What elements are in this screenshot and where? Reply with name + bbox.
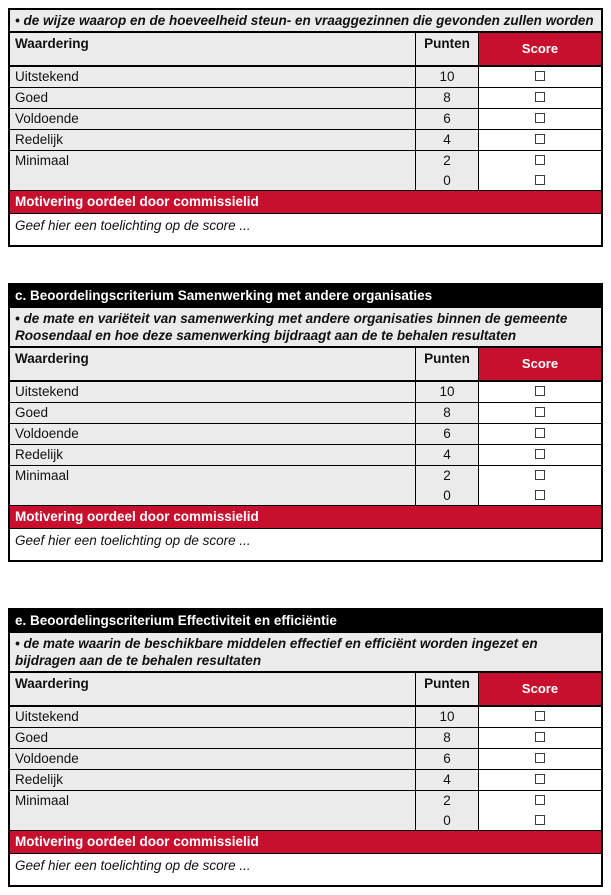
score-checkbox[interactable] <box>535 113 545 123</box>
score-cell <box>478 109 601 129</box>
rating-label: Uitstekend <box>10 67 415 87</box>
score-cell <box>478 151 601 190</box>
score-checkbox[interactable] <box>535 175 545 185</box>
score-cell <box>478 67 601 87</box>
criterion-description: • de mate en variëteit van samenwerking met andere organisaties binnen de gemeente Roosendaal en hoe deze samenwerking bijdraagt aan de te behalen resultaten <box>10 308 601 348</box>
motivering-header: Motivering oordeel door commissielid <box>10 506 601 529</box>
rating-row-uitstekend <box>10 67 601 88</box>
score-cell <box>478 88 601 108</box>
rating-points-value: 2 <box>443 468 451 483</box>
rating-label: Minimaal <box>10 151 415 190</box>
rating-row-minimaal <box>10 791 601 831</box>
score-cell <box>478 770 601 790</box>
table-header-row <box>10 348 601 382</box>
rating-points: 6 <box>415 749 478 769</box>
score-cell <box>478 791 601 830</box>
rating-label: Redelijk <box>10 770 415 790</box>
rating-label: Goed <box>10 88 415 108</box>
rating-row-redelijk <box>10 445 601 466</box>
motivering-header: Motivering oordeel door commissielid <box>10 191 601 214</box>
rating-points-value: 0 <box>443 488 451 503</box>
rating-label: Redelijk <box>10 445 415 465</box>
criterion-table-3 <box>8 608 603 887</box>
score-checkbox[interactable] <box>535 407 545 417</box>
rating-label: Voldoende <box>10 109 415 129</box>
rating-row-redelijk <box>10 770 601 791</box>
rating-points-value: 0 <box>443 173 451 188</box>
score-checkbox[interactable] <box>535 815 545 825</box>
rating-points-value: 2 <box>443 793 451 808</box>
score-checkbox[interactable] <box>535 795 545 805</box>
rating-points: 10 <box>415 707 478 727</box>
rating-points-value: 2 <box>443 153 451 168</box>
criterion-table-2 <box>8 283 603 562</box>
rating-points: 4 <box>415 770 478 790</box>
column-header-punten: Punten <box>415 673 478 705</box>
score-checkbox[interactable] <box>535 470 545 480</box>
score-checkbox-line <box>479 466 601 486</box>
column-header-score: Score <box>478 33 601 65</box>
rating-points <box>415 151 478 190</box>
score-checkbox[interactable] <box>535 92 545 102</box>
rating-label: Redelijk <box>10 130 415 150</box>
rating-row-voldoende <box>10 424 601 445</box>
score-cell <box>478 707 601 727</box>
criterion-description: • de wijze waarop en de hoeveelheid steun- en vraaggezinnen die gevonden zullen worden <box>10 10 601 33</box>
score-checkbox[interactable] <box>535 449 545 459</box>
score-checkbox-line <box>479 486 601 506</box>
rating-row-voldoende <box>10 109 601 130</box>
score-checkbox[interactable] <box>535 428 545 438</box>
score-checkbox-line <box>479 811 601 831</box>
column-header-punten: Punten <box>415 33 478 65</box>
rating-row-voldoende <box>10 749 601 770</box>
rating-points <box>415 466 478 505</box>
table-header-row <box>10 673 601 707</box>
score-cell <box>478 130 601 150</box>
criterion-title-bar: e. Beoordelingscriterium Effectiviteit en efficiëntie <box>10 610 601 633</box>
column-header-punten: Punten <box>415 348 478 380</box>
rating-points: 4 <box>415 445 478 465</box>
rating-points: 10 <box>415 382 478 402</box>
rating-row-redelijk <box>10 130 601 151</box>
score-checkbox[interactable] <box>535 711 545 721</box>
score-checkbox[interactable] <box>535 155 545 165</box>
criterion-description: • de mate waarin de beschikbare middelen effectief en efficiënt worden ingezet en bijdragen aan de te behalen resultaten <box>10 633 601 673</box>
column-header-score: Score <box>478 673 601 705</box>
criterion-title-bar: c. Beoordelingscriterium Samenwerking met andere organisaties <box>10 285 601 308</box>
rating-label: Uitstekend <box>10 707 415 727</box>
rating-row-goed <box>10 403 601 424</box>
toelichting-area[interactable]: Geef hier een toelichting op de score ... <box>10 854 601 885</box>
criterion-table-1 <box>8 8 603 247</box>
score-cell <box>478 728 601 748</box>
score-checkbox[interactable] <box>535 134 545 144</box>
rating-row-goed <box>10 88 601 109</box>
rating-label: Voldoende <box>10 424 415 444</box>
score-checkbox[interactable] <box>535 386 545 396</box>
rating-label: Minimaal <box>10 466 415 505</box>
score-checkbox-line <box>479 171 601 191</box>
rating-points: 6 <box>415 109 478 129</box>
rating-label: Voldoende <box>10 749 415 769</box>
rating-row-uitstekend <box>10 382 601 403</box>
rating-row-minimaal <box>10 466 601 506</box>
rating-points: 8 <box>415 88 478 108</box>
score-cell <box>478 445 601 465</box>
rating-label: Minimaal <box>10 791 415 830</box>
column-header-waardering: Waardering <box>10 673 415 705</box>
rating-row-uitstekend <box>10 707 601 728</box>
rating-points: 4 <box>415 130 478 150</box>
score-checkbox-line <box>479 151 601 171</box>
toelichting-area[interactable]: Geef hier een toelichting op de score ... <box>10 214 601 245</box>
motivering-header: Motivering oordeel door commissielid <box>10 831 601 854</box>
rating-points: 10 <box>415 67 478 87</box>
score-checkbox[interactable] <box>535 490 545 500</box>
rating-points <box>415 791 478 830</box>
rating-points: 8 <box>415 728 478 748</box>
score-cell <box>478 466 601 505</box>
rating-row-minimaal <box>10 151 601 191</box>
rating-row-goed <box>10 728 601 749</box>
score-checkbox[interactable] <box>535 774 545 784</box>
score-cell <box>478 424 601 444</box>
score-checkbox-line <box>479 791 601 811</box>
score-checkbox[interactable] <box>535 753 545 763</box>
rating-label: Uitstekend <box>10 382 415 402</box>
score-cell <box>478 749 601 769</box>
rating-label: Goed <box>10 403 415 423</box>
column-header-waardering: Waardering <box>10 33 415 65</box>
score-checkbox[interactable] <box>535 71 545 81</box>
score-cell <box>478 382 601 402</box>
toelichting-area[interactable]: Geef hier een toelichting op de score ... <box>10 529 601 560</box>
table-header-row <box>10 33 601 67</box>
rating-points: 6 <box>415 424 478 444</box>
column-header-score: Score <box>478 348 601 380</box>
score-checkbox[interactable] <box>535 732 545 742</box>
score-cell <box>478 403 601 423</box>
rating-points: 8 <box>415 403 478 423</box>
column-header-waardering: Waardering <box>10 348 415 380</box>
rating-points-value: 0 <box>443 813 451 828</box>
rating-label: Goed <box>10 728 415 748</box>
